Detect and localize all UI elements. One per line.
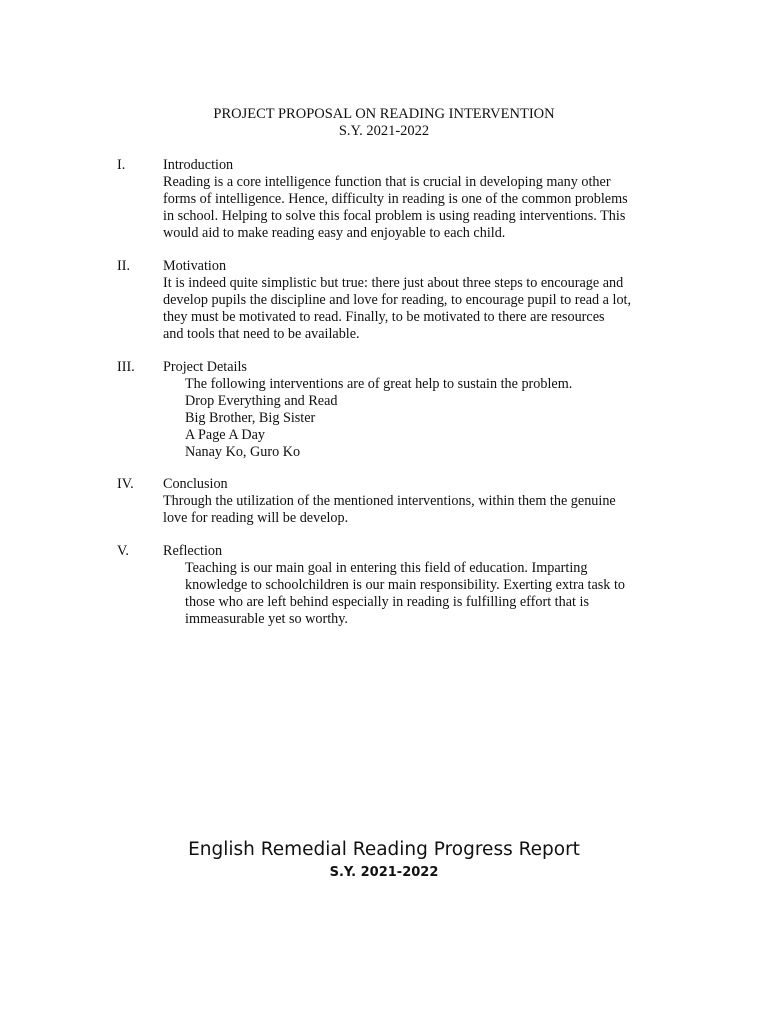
body-line: develop pupils the discipline and love for reading, to encourage pupil to read a lot,: [163, 292, 632, 308]
body-line: The following interventions are of great help to sustain the problem.: [185, 376, 573, 392]
body-line: love for reading will be develop.: [163, 510, 349, 526]
section-numeral: V.: [117, 543, 129, 559]
body-line: those who are left behind especially in reading is fulfilling effort that is: [185, 594, 589, 610]
section-body: [185, 560, 697, 628]
proposal-title: PROJECT PROPOSAL ON READING INTERVENTION: [213, 106, 555, 122]
body-line: would aid to make reading easy and enjoyable to each child.: [163, 225, 506, 241]
body-line: immeasurable yet so worthy.: [185, 611, 348, 627]
section-heading: Project Details: [163, 359, 247, 375]
section-body: [185, 376, 697, 461]
report-school-year: S.Y. 2021-2022: [329, 865, 439, 880]
section-body: [163, 275, 675, 343]
body-line: knowledge to schoolchildren is our main responsibility. Exerting extra task to: [185, 577, 625, 593]
report-title: English Remedial Reading Progress Report: [188, 839, 580, 860]
intervention-item: Big Brother, Big Sister: [185, 410, 316, 426]
intervention-item: A Page A Day: [185, 427, 265, 443]
section-numeral: I.: [117, 157, 126, 173]
section-heading: Motivation: [163, 258, 227, 274]
section-heading: Conclusion: [163, 476, 228, 492]
intervention-item: Drop Everything and Read: [185, 393, 338, 409]
section-heading: Reflection: [163, 543, 223, 559]
body-line: It is indeed quite simplistic but true: there just about three steps to encourage and: [163, 275, 624, 291]
body-line: forms of intelligence. Hence, difficulty in reading is one of the common problems: [163, 191, 628, 207]
section-body: [163, 493, 675, 527]
section-body: [163, 174, 675, 242]
body-line: Teaching is our main goal in entering this field of education. Imparting: [185, 560, 588, 576]
section-heading: Introduction: [163, 157, 234, 173]
body-line: in school. Helping to solve this focal problem is using reading interventions. This: [163, 208, 626, 224]
section-numeral: II.: [117, 258, 130, 274]
proposal-school-year: S.Y. 2021-2022: [338, 123, 430, 139]
body-line: Reading is a core intelligence function that is crucial in developing many other: [163, 174, 611, 190]
intervention-item: Nanay Ko, Guro Ko: [185, 444, 301, 460]
body-line: and tools that need to be available.: [163, 326, 360, 342]
body-line: they must be motivated to read. Finally, to be motivated to there are resources: [163, 309, 605, 325]
section-numeral: III.: [117, 359, 135, 375]
body-line: Through the utilization of the mentioned interventions, within them the genuine: [163, 493, 616, 509]
section-numeral: IV.: [117, 476, 134, 492]
